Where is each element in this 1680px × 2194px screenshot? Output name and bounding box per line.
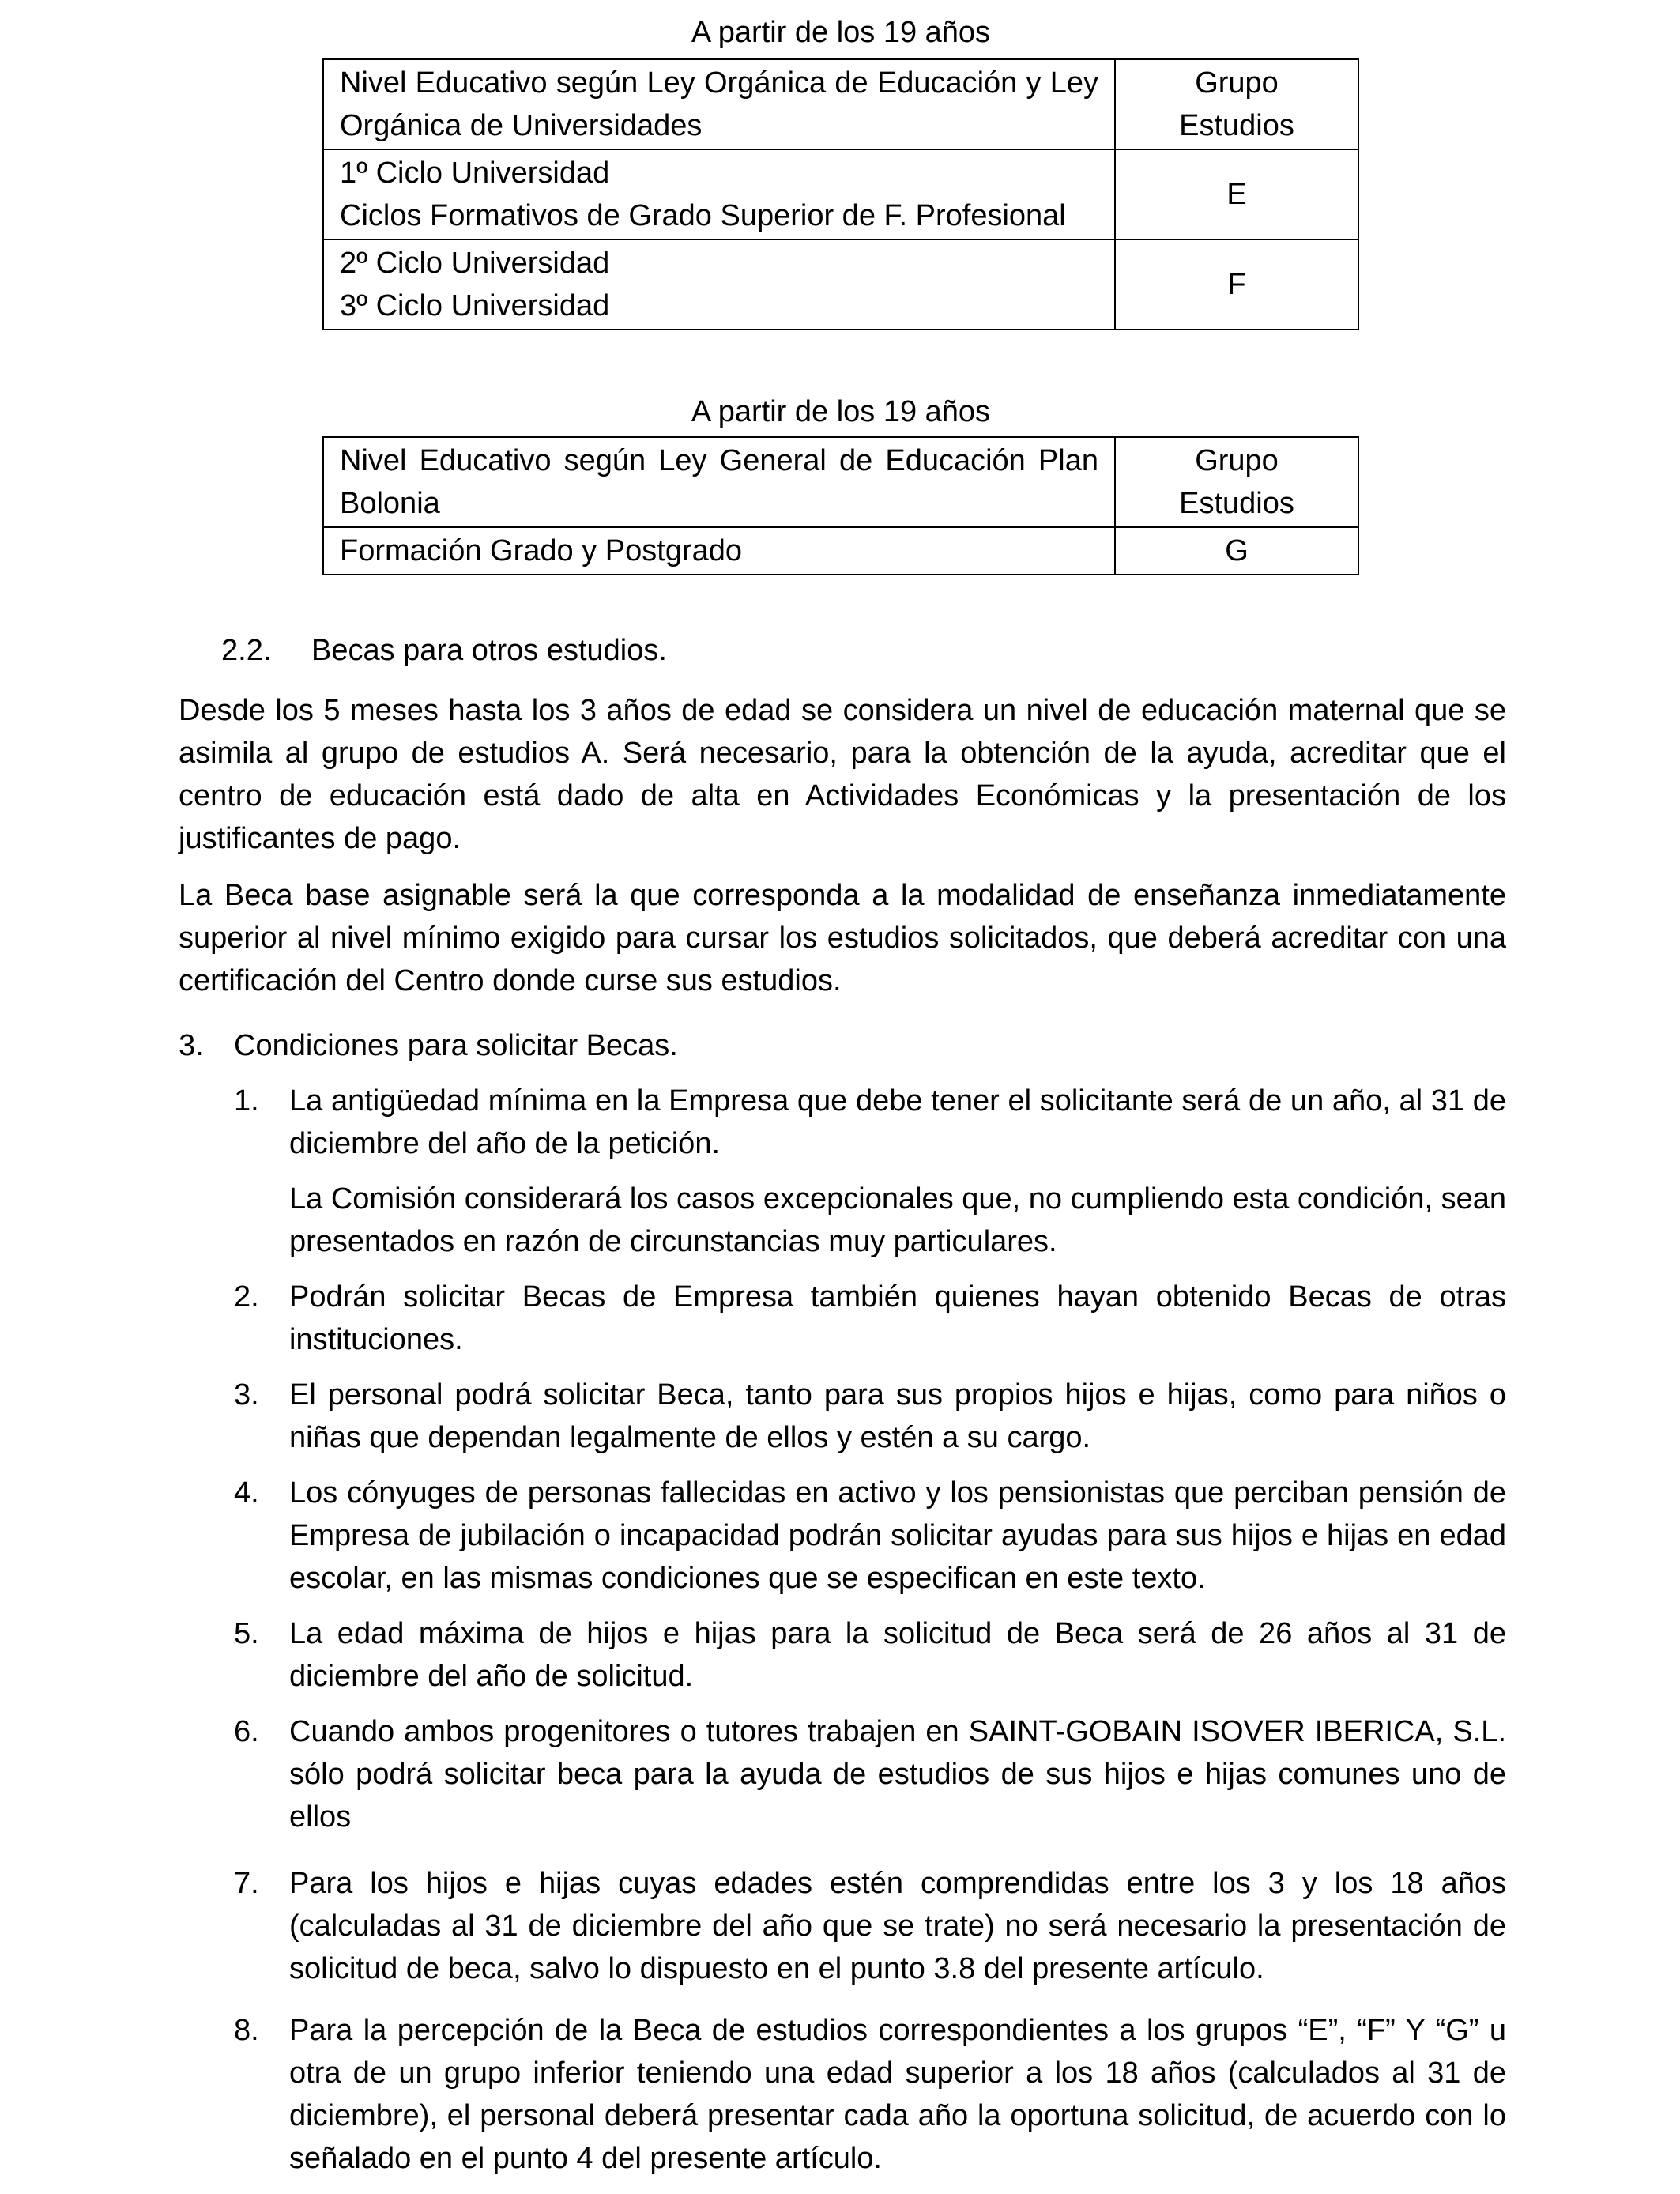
table1-row1-group: E bbox=[1115, 149, 1358, 239]
list-item bbox=[234, 1374, 1506, 1459]
table1-row2-line1: 2º Ciclo Universidad bbox=[340, 247, 610, 280]
table1-row2-line2: 3º Ciclo Universidad bbox=[340, 289, 610, 322]
table2-caption: A partir de los 19 años bbox=[691, 395, 991, 428]
list-item-text: Para la percepción de la Beca de estudios correspondientes a los grupos “E”, “F” Y “G” u otra de un grupo inferior teniendo una edad superior a los 18 años (calculados al 31 de diciembre), el personal deberá presentar cada año la oportuna solicitud, de acuerdo con lo señalado en el punto 4 del presente artículo. bbox=[289, 2014, 1506, 2175]
list-item bbox=[234, 1710, 1506, 1838]
table-row bbox=[323, 527, 1358, 575]
list-item-number: 6. bbox=[234, 1715, 259, 1748]
table1-row1-line1: 1º Ciclo Universidad bbox=[340, 156, 610, 190]
list-item-text: El personal podrá solicitar Beca, tanto para sus propios hijos e hijas, como para niños o niñas que dependan legalmente de ellos y estén a su cargo. bbox=[289, 1378, 1506, 1454]
list-item-text: Podrán solicitar Becas de Empresa también quienes hayan obtenido Becas de otras instituciones. bbox=[289, 1280, 1506, 1356]
table2-header-level: Nivel Educativo según Ley General de Educación Plan Bolonia bbox=[323, 437, 1115, 527]
table1-header-group-line1: Grupo bbox=[1195, 66, 1279, 100]
list-item-number: 1. bbox=[234, 1084, 259, 1118]
table1-row1-line2: Ciclos Formativos de Grado Superior de F. Profesional bbox=[340, 199, 1066, 232]
list-item-number: 4. bbox=[234, 1476, 259, 1510]
table-row bbox=[323, 239, 1358, 330]
table1-row1-level bbox=[323, 149, 1115, 239]
table2-header-group bbox=[1115, 437, 1358, 527]
table1-row2-group: F bbox=[1115, 239, 1358, 330]
table2-row1-group: G bbox=[1115, 527, 1358, 575]
list-item bbox=[234, 1080, 1506, 1263]
list-item-text: Para los hijos e hijas cuyas edades estén comprendidas entre los 3 y los 18 años (calculadas al 31 de diciembre del año que se trate) no será necesario la presentación de solicitud de beca, salvo lo dispuesto en el punto 3.8 del presente artículo. bbox=[289, 1867, 1506, 1985]
table2-header-group-line1: Grupo bbox=[1195, 444, 1279, 477]
table2-header-group-line2: Estudios bbox=[1179, 487, 1294, 520]
table1-row2-level bbox=[323, 239, 1115, 330]
section-2-2-title: Becas para otros estudios. bbox=[311, 634, 667, 667]
section-2-2-number: 2.2. bbox=[221, 634, 272, 667]
list-item-number: 8. bbox=[234, 2014, 259, 2047]
list-item-text: Los cónyuges de personas fallecidas en activo y los pensionistas que perciban pensión de Empresa de jubilación o incapacidad podrán solicitar ayudas para sus hijos e hijas en edad escolar, en las mismas condiciones que se especifican en este texto. bbox=[289, 1476, 1506, 1595]
list-item-number: 2. bbox=[234, 1280, 259, 1314]
list-item bbox=[234, 1612, 1506, 1698]
list-item-text: La antigüedad mínima en la Empresa que debe tener el solicitante será de un año, al 31 de diciembre del año de la petición. bbox=[289, 1084, 1506, 1160]
list-item-text: La edad máxima de hijos e hijas para la solicitud de Beca será de 26 años al 31 de diciembre del año de solicitud. bbox=[289, 1617, 1506, 1693]
table1-caption: A partir de los 19 años bbox=[691, 16, 991, 49]
table1-header-group bbox=[1115, 59, 1358, 149]
section-3-title: Condiciones para solicitar Becas. bbox=[234, 1029, 678, 1062]
table1-header-row bbox=[323, 59, 1358, 149]
paragraph: La Beca base asignable será la que corresponda a la modalidad de enseñanza inmediatamente superior al nivel mínimo exigido para cursar los estudios solicitados, que deberá acreditar con una certificación del Centro donde curse sus estudios. bbox=[179, 879, 1506, 997]
table1-header-level: Nivel Educativo según Ley Orgánica de Educación y Ley Orgánica de Universidades bbox=[323, 59, 1115, 149]
table2-row1-level: Formación Grado y Postgrado bbox=[323, 527, 1115, 575]
paragraph: Desde los 5 meses hasta los 3 años de edad se considera un nivel de educación maternal que se asimila al grupo de estudios A. Será necesario, para la obtención de la ayuda, acreditar que el centro de educación está dado de alta en Actividades Económicas y la presentación de los justificantes de pago. bbox=[179, 694, 1506, 855]
table2-header-row bbox=[323, 437, 1358, 527]
section-3-number: 3. bbox=[179, 1029, 204, 1062]
section-3-heading bbox=[179, 1024, 678, 1067]
list-item bbox=[234, 1472, 1506, 1600]
table1-header-group-line2: Estudios bbox=[1179, 109, 1294, 142]
list-item-number: 3. bbox=[234, 1378, 259, 1412]
list-item-number: 5. bbox=[234, 1617, 259, 1650]
list-item bbox=[234, 1276, 1506, 1361]
list-item-extra: La Comisión considerará los casos excepcionales que, no cumpliendo esta condición, sean presentados en razón de circunstancias muy particulares. bbox=[289, 1182, 1506, 1258]
list-item bbox=[234, 1862, 1506, 1990]
section-2-2-heading bbox=[221, 629, 667, 672]
table1 bbox=[322, 58, 1359, 330]
list-item bbox=[234, 2009, 1506, 2180]
list-item-number: 7. bbox=[234, 1867, 259, 1900]
list-item-text: Cuando ambos progenitores o tutores trabajen en SAINT-GOBAIN ISOVER IBERICA, S.L. sólo podrá solicitar beca para la ayuda de estudios de sus hijos e hijas comunes uno de ellos bbox=[289, 1715, 1506, 1834]
table2 bbox=[322, 436, 1359, 575]
table-row bbox=[323, 149, 1358, 239]
